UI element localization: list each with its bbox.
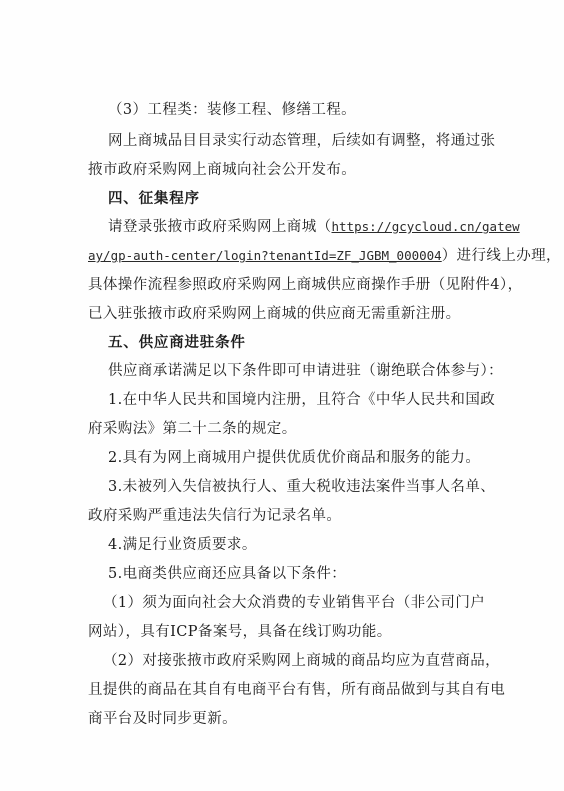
mall-url-link[interactable]: https://gcycloud.cn/gatew	[331, 219, 520, 234]
mall-url-link-continued[interactable]: ay/gp-auth-center/login?tenantId=ZF_JGBM_000004	[88, 248, 442, 263]
list-item-4: 4.满足行业资质要求。	[108, 537, 257, 553]
sub-item-1: （1）须为面向社会大众消费的专业销售平台（非公司门户	[103, 595, 486, 611]
sub-item-2: （2）对接张掖市政府采购网上商城的商品均应为直营商品，	[103, 653, 501, 669]
paragraph-line: 且提供的商品在其自有电商平台有售，所有商品做到与其自有电	[88, 682, 506, 698]
paragraph-line	[108, 217, 520, 237]
list-item-1: 1.在中华人民共和国境内注册，且符合《中华人民共和国政	[108, 392, 496, 408]
paragraph-line: 网站），具有ICP备案号，具备在线订购功能。	[88, 624, 392, 640]
list-item-3: 3.未被列入失信被执行人、重大税收违法案件当事人名单、	[108, 479, 496, 495]
paragraph-line: 政府采购严重违法失信行为记录名单。	[88, 508, 342, 524]
paragraph-line: 府采购法》第二十二条的规定。	[88, 421, 297, 437]
list-item-2: 2.具有为网上商城用户提供优质优价商品和服务的能力。	[108, 450, 481, 466]
paragraph-line: 网上商城品目目录实行动态管理，后续如有调整，将通过张	[108, 133, 496, 149]
section-heading-procedure: 四、征集程序	[108, 191, 200, 207]
section-heading-conditions: 五、供应商进驻条件	[108, 335, 246, 351]
paragraph-line: （3）工程类：装修工程、修缮工程。	[108, 102, 357, 118]
paragraph-line: 掖市政府采购网上商城向社会公开发布。	[88, 162, 357, 178]
paragraph-line: 具体操作流程参照政府采购网上商城供应商操作手册（见附件4），	[88, 277, 523, 293]
paragraph-line: 已入驻张掖市政府采购网上商城的供应商无需重新注册。	[88, 306, 461, 322]
paragraph-text: ）进行线上办理，	[441, 248, 561, 264]
paragraph-text: 请登录张掖市政府采购网上商城（	[108, 219, 332, 235]
paragraph-line	[88, 246, 561, 266]
paragraph-line: 供应商承诺满足以下条件即可申请进驻（谢绝联合体参与）：	[108, 363, 504, 379]
paragraph-line: 商平台及时同步更新。	[88, 711, 237, 727]
list-item-5: 5.电商类供应商还应具备以下条件：	[108, 566, 347, 582]
